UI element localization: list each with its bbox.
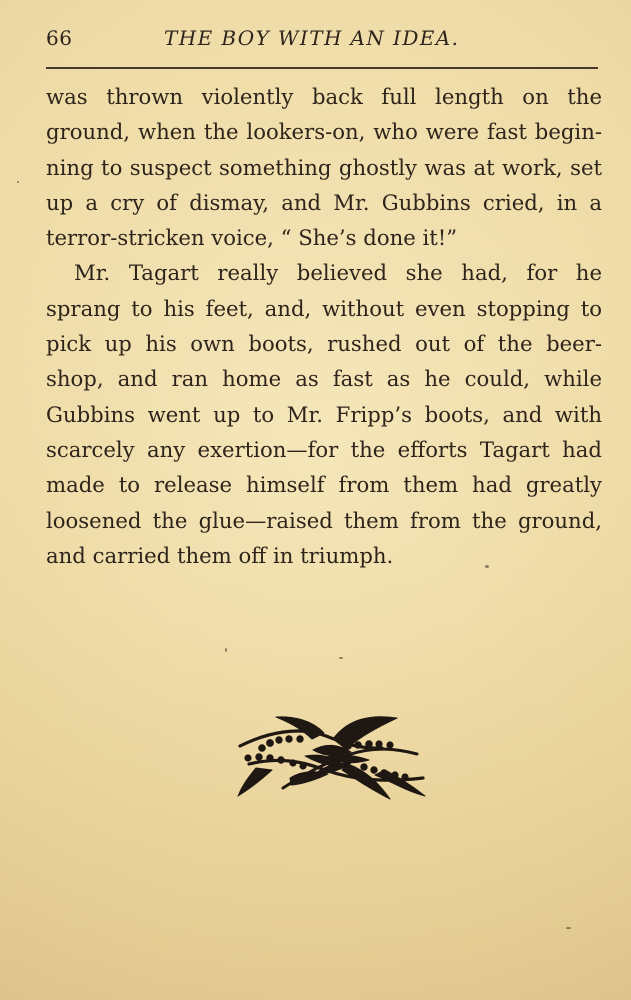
page-header bbox=[46, 26, 604, 52]
text-line: ground, when the lookers-on, who were fast begin- bbox=[46, 119, 602, 145]
text-line: shop, and ran home as fast as he could, while bbox=[46, 366, 602, 392]
text-line: made to release himself from them had greatly bbox=[46, 472, 602, 498]
paper-speck bbox=[566, 927, 571, 929]
page-number: 66 bbox=[46, 26, 73, 50]
text-line: loosened the glue—raised them from the ground, bbox=[46, 507, 602, 533]
text-line: scarcely any exertion—for the efforts Tagart had bbox=[46, 436, 602, 462]
text-line: was thrown violently back full length on the bbox=[46, 84, 602, 109]
text-line: pick up his own boots, rushed out of the beer- bbox=[46, 331, 602, 357]
paper-speck bbox=[225, 648, 227, 652]
text-line: sprang to his feet, and, without even stopping to bbox=[46, 295, 602, 321]
body-text bbox=[46, 79, 602, 573]
text-line: ning to suspect something ghostly was at work, set bbox=[46, 154, 602, 180]
paper-speck bbox=[485, 565, 489, 568]
floral-spray-icon bbox=[230, 712, 432, 802]
text-line: Gubbins went up to Mr. Fripp’s boots, and with bbox=[46, 401, 602, 427]
paper-speck bbox=[17, 181, 19, 183]
text-line: and carried them off in triumph. bbox=[46, 542, 394, 568]
running-head: THE BOY WITH AN IDEA. bbox=[164, 26, 460, 50]
text-line: up a cry of dismay, and Mr. Gubbins cried, in a bbox=[46, 189, 602, 215]
paragraph-start-line: Mr. Tagart really believed she had, for he bbox=[74, 260, 602, 286]
text-line: terror-stricken voice, “ She’s done it!” bbox=[46, 225, 458, 251]
paper-speck bbox=[339, 657, 343, 659]
header-rule bbox=[46, 67, 598, 69]
